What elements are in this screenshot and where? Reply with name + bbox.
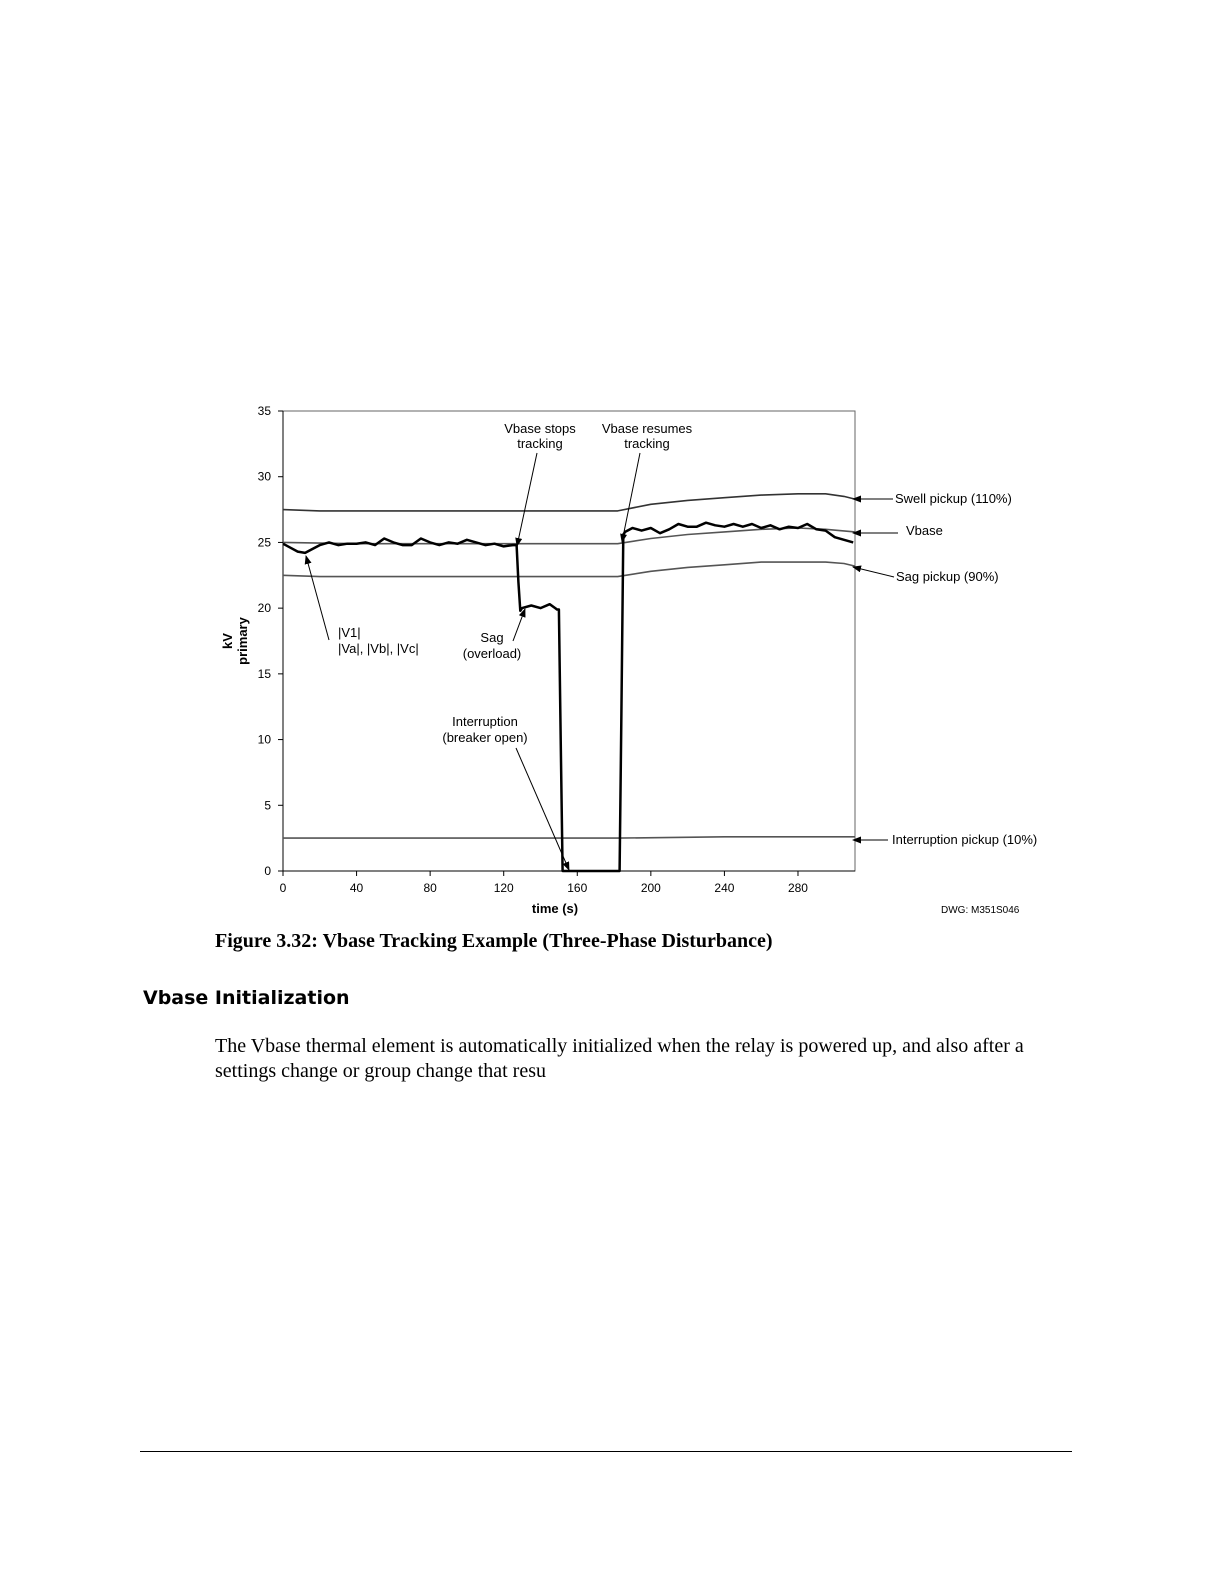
drawing-id: DWG: M351S046 xyxy=(941,905,1020,916)
body-paragraph: The Vbase thermal element is automatically initialized when the relay is powered up, and also after a settings change or group change that resu xyxy=(215,1035,1024,1082)
legend-interruption-label: Interruption pickup (10%) xyxy=(892,832,1038,847)
series-lines xyxy=(283,494,855,871)
annotation-interruption-line1: Interruption xyxy=(452,714,518,729)
legend-swell-label: Swell pickup (110%) xyxy=(895,491,1012,506)
series-line xyxy=(283,837,855,838)
x-tick-label: 200 xyxy=(640,881,661,895)
y-tick-label: 30 xyxy=(257,469,271,484)
x-tick-label: 120 xyxy=(493,881,514,895)
annotation-sag-line1: Sag xyxy=(480,630,504,645)
annotation-vbase-resumes-line1: Vbase resumes xyxy=(601,421,693,436)
legend-sag-label: Sag pickup (90%) xyxy=(896,569,999,584)
y-axis-ticks xyxy=(258,404,283,878)
x-axis-title: time (s) xyxy=(531,901,579,916)
y-tick-label: 0 xyxy=(264,864,271,878)
x-axis-ticks xyxy=(280,871,809,895)
x-tick-label: 240 xyxy=(714,881,735,895)
x-tick-label: 40 xyxy=(349,881,364,895)
legend-sag-arrow xyxy=(853,567,894,577)
series-line xyxy=(283,562,855,577)
y-tick-label: 35 xyxy=(257,404,271,418)
y-tick-label: 25 xyxy=(257,535,271,550)
y-tick-label: 20 xyxy=(257,601,271,616)
x-tick-label: 160 xyxy=(567,881,588,895)
x-tick-label: 0 xyxy=(279,881,287,895)
y-axis-title-kv: kV xyxy=(220,633,235,649)
annotation-v1-arrow xyxy=(306,556,329,640)
annotation-sag-line2: (overload) xyxy=(462,646,522,661)
series-line xyxy=(283,528,855,544)
series-line xyxy=(283,523,853,871)
x-tick-label: 80 xyxy=(423,881,437,895)
annotation-vbase-stops-line1: Vbase stops xyxy=(504,421,576,436)
y-tick-label: 10 xyxy=(257,732,271,747)
y-tick-label: 15 xyxy=(257,666,271,681)
annotation-v1-line2: |Va|, |Vb|, |Vc| xyxy=(338,641,419,656)
figure-caption: Figure 3.32: Vbase Tracking Example (Three-Phase Disturbance) xyxy=(215,930,773,952)
footer-rule xyxy=(140,1451,1072,1452)
series-line xyxy=(283,494,855,511)
annotation-v1-line1: |V1| xyxy=(338,625,361,640)
y-axis-title-primary: primary xyxy=(235,617,250,665)
annotation-interruption-line2: (breaker open) xyxy=(442,730,528,745)
y-tick-label: 5 xyxy=(264,798,271,813)
annotation-sag-arrow xyxy=(513,609,525,641)
legend-vbase-label: Vbase xyxy=(906,523,943,538)
annotation-vbase-stops-line2: tracking xyxy=(517,436,563,451)
annotation-vbase-resumes-line2: tracking xyxy=(624,436,670,451)
section-heading: Vbase Initialization xyxy=(143,987,350,1009)
annotation-vbase-stops-arrow xyxy=(517,453,537,546)
x-tick-label: 280 xyxy=(787,881,808,895)
